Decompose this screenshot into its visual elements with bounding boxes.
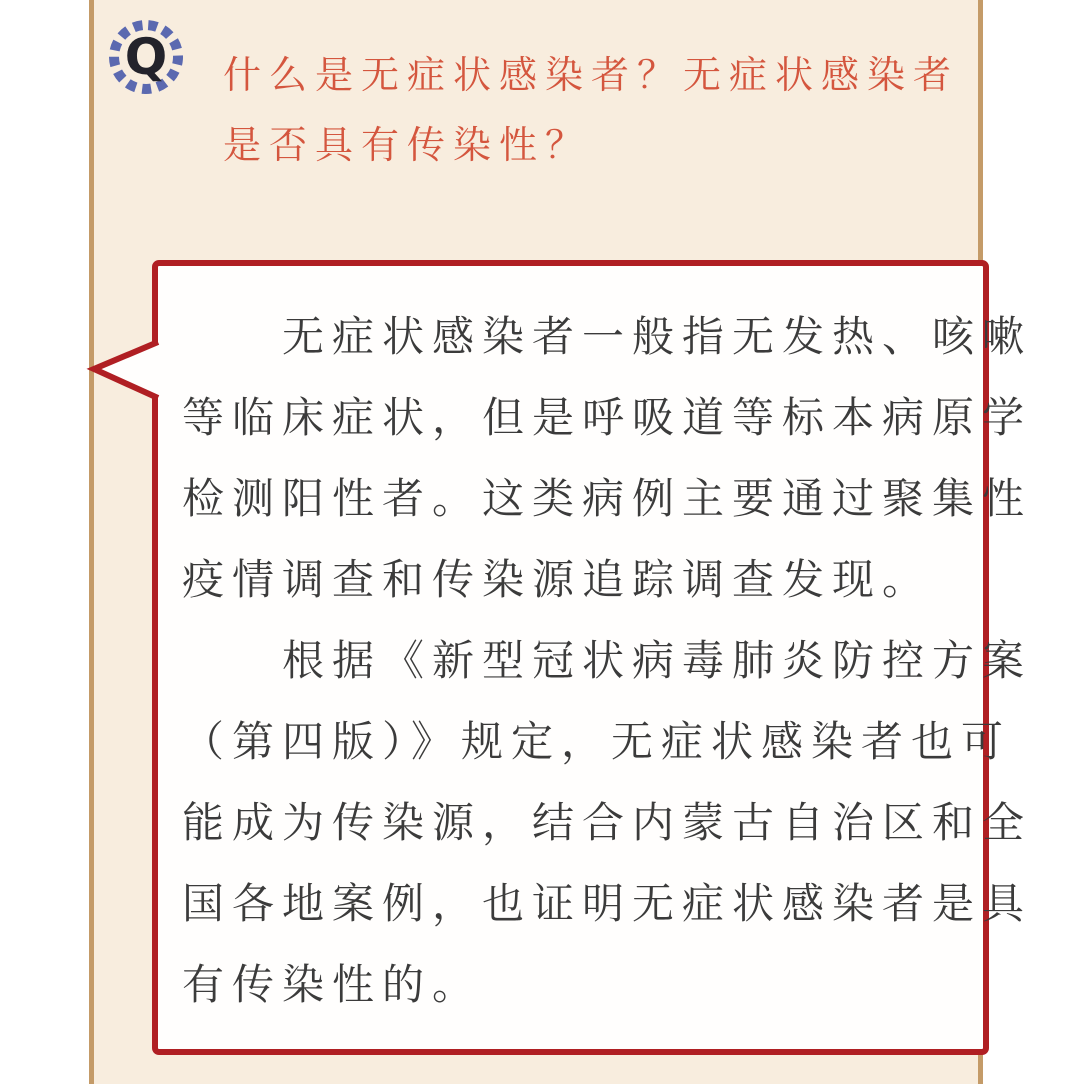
text-line: 等临床症状，但是呼吸道等标本病原学	[182, 394, 1033, 441]
text-line: 国各地案例，也证明无症状感染者是具	[182, 880, 1033, 927]
text-line: 能成为传染源，结合内蒙古自治区和全	[182, 799, 1033, 846]
answer-paragraph-1	[182, 296, 1033, 620]
speech-bubble-tail	[84, 334, 164, 406]
question-icon	[106, 17, 186, 97]
text-line: 什么是无症状感染者？无症状感染者	[223, 55, 960, 97]
answer-paragraph-2	[182, 620, 1033, 1025]
q-dashed-ring-icon	[106, 17, 186, 97]
text-line: 有传染性的。	[182, 961, 483, 1008]
text-line: （第四版）》规定，无症状感染者也可	[182, 718, 1012, 765]
q-letter: Q	[124, 28, 168, 86]
answer-text	[158, 266, 1033, 1025]
text-line: 无症状感染者一般指无发热、咳嗽	[182, 313, 1033, 360]
text-line: 疫情调查和传染源追踪调查发现。	[182, 556, 933, 603]
answer-bubble	[152, 260, 1033, 1055]
text-line: 根据《新型冠状病毒肺炎防控方案	[182, 637, 1033, 684]
text-line: 检测阳性者。这类病例主要通过聚集性	[182, 475, 1033, 522]
text-line: 是否具有传染性？	[223, 125, 592, 167]
question-text	[223, 41, 1003, 181]
